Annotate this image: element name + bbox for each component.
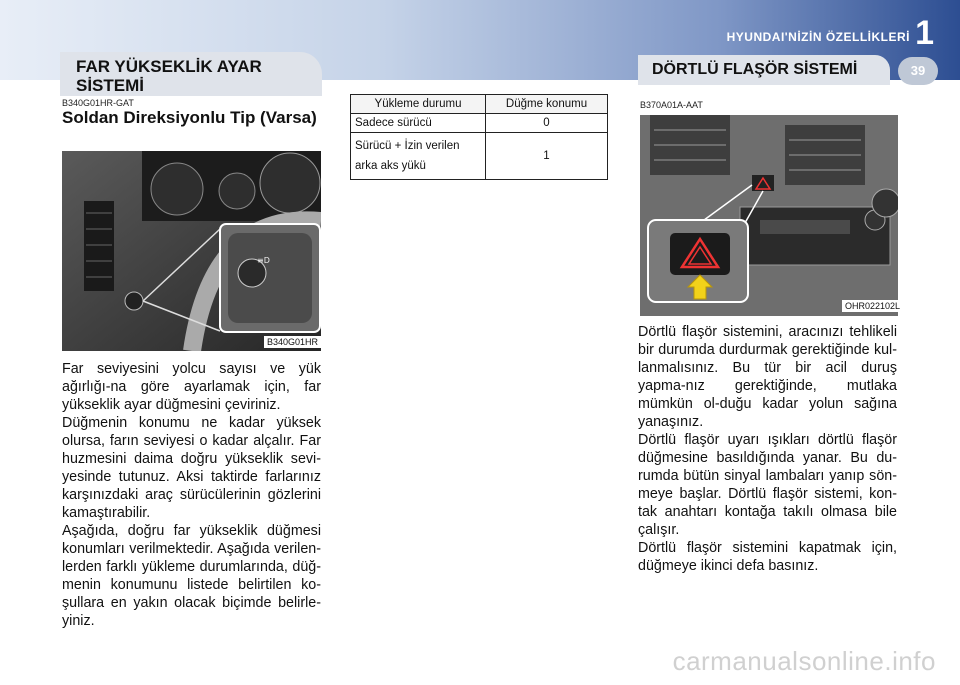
right-paragraph-3: Dörtlü flaşör sistemini kapatmak için, düğmeye ikinci defa basınız. [638, 540, 897, 574]
table-row [351, 133, 608, 180]
table-cell-load: Sadece sürücü [351, 114, 486, 133]
table-row [351, 114, 608, 133]
chapter-title: HYUNDAI'NİZİN ÖZELLİKLERİ [726, 30, 910, 44]
right-paragraph-2: Dörtlü flaşör uyarı ışıkları dörtlü flaşör düğmesine basıldığında yanar. Bu du-rumda bütün sinyal lambaları yanıp sön-meye başlar. Dörtlü flaşör sistemi, kon-tak anahtarı kontağa takılı olmasa bile çalışır. [638, 432, 897, 538]
table-header-position: Düğme konumu [486, 95, 608, 114]
headlight-leveling-photo [62, 151, 321, 351]
left-body [62, 360, 321, 630]
table-cell-position: 1 [486, 133, 608, 180]
watermark: carmanualsonline.info [672, 646, 936, 676]
right-photo-caption: OHR022102L [842, 300, 903, 312]
right-paragraph-1: Dörtlü flaşör sistemini, aracınızı tehlikeli bir durumda durdurmak gerektiğinde kul-lanmalısınız. Bu tür bir acil duruş yapma-nız gerektiğinde, mutlaka mümkün ol-duğu kadar yolun sağına yanaşınız. [638, 324, 897, 430]
left-paragraph-1: Far seviyesini yolcu sayısı ve yük ağırlığı-na göre ayarlamak için, far yükseklik ayar düğmesini çeviriniz. [62, 361, 321, 413]
page-number: 39 [898, 57, 938, 85]
console-illustration [640, 115, 898, 316]
left-section-title: FAR YÜKSEKLİK AYAR SİSTEMİ [76, 57, 262, 95]
load-condition-table [350, 94, 608, 180]
chapter-number: 1 [915, 14, 934, 52]
table-cell-load: Sürücü + İzin verilen arka aks yükü [351, 133, 486, 180]
table-header-row [351, 95, 608, 114]
left-photo-caption: B340G01HR [264, 336, 321, 348]
right-body [638, 323, 897, 575]
svg-text:≡D: ≡D [257, 256, 270, 265]
left-section-code: B340G01HR-GAT [62, 98, 134, 108]
hazard-switch-photo [640, 115, 898, 316]
left-paragraph-3: Aşağıda, doğru far yükseklik düğmesi konumları verilmektedir. Aşağıda verilen-lerden farklı yükleme durumlarında, düğ-menin konumunu listede belirtilen ko-şullara en yakın olacak biçimde belirle-yiniz. [62, 523, 321, 629]
table-cell-position: 0 [486, 114, 608, 133]
right-section-title: DÖRTLÜ FLAŞÖR SİSTEMİ [652, 61, 858, 78]
dashboard-illustration [62, 151, 321, 351]
right-section-code: B370A01A-AAT [640, 100, 703, 110]
left-paragraph-2: Düğmenin konumu ne kadar yüksek olursa, farın seviyesi o kadar alçalır. Far huzmesini daima doğru yükseklik sevi-yesinde tutunuz. Aksi taktirde farlarınız karşınızdaki araç sürücülerinin gözlerini kamaştırabilir. [62, 415, 321, 521]
left-subheading: Soldan Direksiyonlu Tip (Varsa) [62, 108, 317, 127]
table-header-load: Yükleme durumu [351, 95, 486, 114]
